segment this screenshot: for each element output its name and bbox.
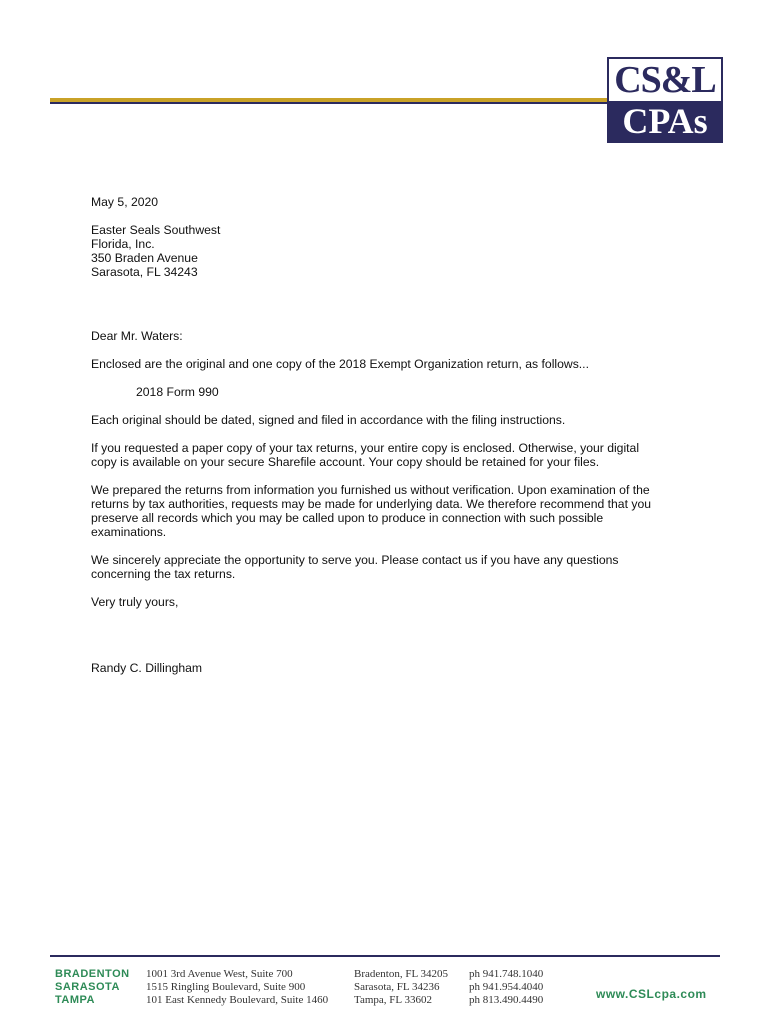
footer-towns bbox=[354, 968, 448, 1007]
footer-street: 101 East Kennedy Boulevard, Suite 1460 bbox=[146, 994, 329, 1006]
paragraph-line: concerning the tax returns. bbox=[91, 567, 236, 581]
footer-streets bbox=[146, 968, 328, 1007]
footer-phone: ph 813.490.4490 bbox=[469, 994, 544, 1006]
address-line: Florida, Inc. bbox=[91, 237, 155, 251]
footer-town: Sarasota, FL 34236 bbox=[354, 981, 440, 993]
paragraph-line: We sincerely appreciate the opportunity to serve you. Please contact us if you have any questions bbox=[91, 553, 619, 567]
footer-cities bbox=[55, 968, 130, 1007]
footer-rule bbox=[50, 955, 720, 957]
paragraph-line: examinations. bbox=[91, 525, 167, 539]
signer-name: Randy C. Dillingham bbox=[91, 661, 203, 675]
paragraph-filing: Each original should be dated, signed and filed in accordance with the filing instructions. bbox=[91, 413, 566, 427]
footer-street: 1001 3rd Avenue West, Suite 700 bbox=[146, 968, 293, 980]
letter-body bbox=[91, 195, 691, 689]
address-line: Easter Seals Southwest bbox=[91, 223, 221, 237]
paragraph-line: returns by tax authorities, requests may be made for underlying data. We therefore recommend that you bbox=[91, 497, 652, 511]
paragraph-appreciation bbox=[91, 553, 691, 581]
paragraph-enclosed: Enclosed are the original and one copy of the 2018 Exempt Organization return, as follows... bbox=[91, 357, 589, 371]
logo-top-text: CS&L bbox=[614, 59, 716, 101]
paragraph-line: copy is available on your secure Sharefile account. Your copy should be retained for your files. bbox=[91, 455, 600, 469]
footer-town: Tampa, FL 33602 bbox=[354, 994, 432, 1006]
logo-bottom-text: CPAs bbox=[609, 101, 721, 141]
footer-city: BRADENTON bbox=[55, 968, 130, 980]
footer-phone: ph 941.748.1040 bbox=[469, 968, 544, 980]
paragraph-line: If you requested a paper copy of your tax returns, your entire copy is enclosed. Otherwise, your digital bbox=[91, 441, 640, 455]
address-line: Sarasota, FL 34243 bbox=[91, 265, 198, 279]
paragraph-line: preserve all records which you may be called upon to produce in connection with such possible bbox=[91, 511, 604, 525]
letter-date: May 5, 2020 bbox=[91, 195, 159, 209]
paragraph-line: We prepared the returns from information you furnished us without verification. Upon examination of the bbox=[91, 483, 650, 497]
footer-town: Bradenton, FL 34205 bbox=[354, 968, 448, 980]
footer-phones bbox=[469, 968, 543, 1007]
paragraph-verification bbox=[91, 483, 691, 539]
salutation: Dear Mr. Waters: bbox=[91, 329, 183, 343]
footer-city: SARASOTA bbox=[55, 981, 120, 993]
footer-street: 1515 Ringling Boulevard, Suite 900 bbox=[146, 981, 306, 993]
footer-website[interactable]: www.CSLcpa.com bbox=[596, 987, 707, 1001]
recipient-address bbox=[91, 223, 691, 279]
footer-phone: ph 941.954.4040 bbox=[469, 981, 544, 993]
company-logo bbox=[607, 57, 723, 143]
paragraph-copy bbox=[91, 441, 691, 469]
enclosed-item: 2018 Form 990 bbox=[136, 385, 219, 399]
address-line: 350 Braden Avenue bbox=[91, 251, 198, 265]
footer-city: TAMPA bbox=[55, 994, 95, 1006]
closing: Very truly yours, bbox=[91, 595, 179, 609]
